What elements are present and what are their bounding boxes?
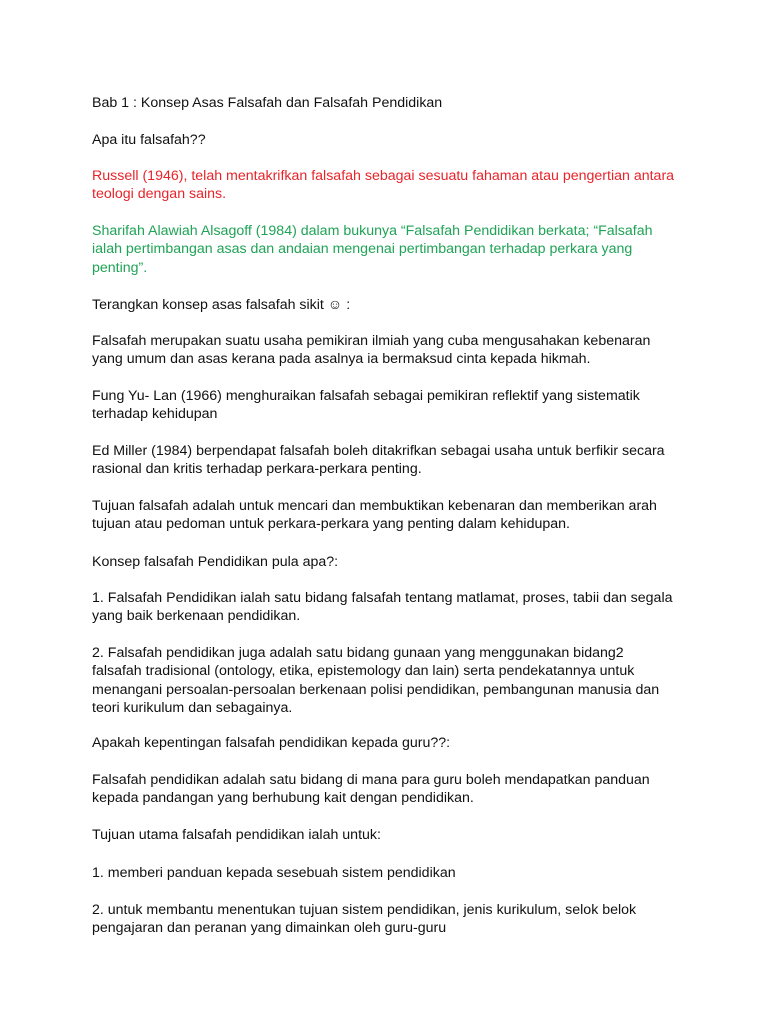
paragraph-falsafah-pemikiran: Falsafah merupakan suatu usaha pemikiran ilmiah yang cuba mengusahakan kebenaran yang umum dan asas kerana pada asalnya ia bermaksud cinta kepada hikmah. [92,333,651,368]
paragraph-ed-miller: Ed Miller (1984) berpendapat falsafah boleh ditakrifkan sebagai usaha untuk berfikir secara rasional dan kritis terhadap perkara-perkara penting. [92,443,665,478]
list-item-2-pendidikan: 2. Falsafah pendidikan juga adalah satu bidang gunaan yang menggunakan bidang2 falsafah tradisional (ontology, etika, epistemology dan lain) serta pendekatannya untuk menangani persoalan-persoalan berkenaan polisi pendidikan, pembangunan manusia dan teori kurikulum dan sebagainya. [92,645,660,717]
paragraph-bidang-guru: Falsafah pendidikan adalah satu bidang di mana para guru boleh mendapatkan panduan kepada pandangan yang berhubung kait dengan pendidikan. [92,772,650,807]
list-item-1-tujuan: 1. memberi panduan kepada sesebuah sistem pendidikan [92,865,456,881]
heading-kepentingan-guru: Apakah kepentingan falsafah pendidikan kepada guru??: [92,735,451,751]
sharifah-definition: Sharifah Alawiah Alsagoff (1984) dalam bukunya “Falsafah Pendidikan berkata; “Falsafah ialah pertimbangan asas dan andaian mengenai pertimbangan terhadap perkara yang penting”. [92,223,653,276]
russell-definition: Russell (1946), telah mentakrifkan falsafah sebagai sesuatu fahaman atau pengertian antara teologi dengan sains. [92,168,675,203]
question-apa-itu-falsafah: Apa itu falsafah?? [92,132,206,148]
list-item-2-tujuan: 2. untuk membantu menentukan tujuan sistem pendidikan, jenis kurikulum, selok belok pengajaran dan peranan yang dimainkan oleh guru-guru [92,902,637,937]
paragraph-fung-yu-lan: Fung Yu- Lan (1966) menghuraikan falsafah sebagai pemikiran reflektif yang sistematik terhadap kehidupan [92,388,640,423]
heading-tujuan-utama: Tujuan utama falsafah pendidikan ialah untuk: [92,827,381,843]
document-title: Bab 1 : Konsep Asas Falsafah dan Falsafah Pendidikan [92,95,443,111]
paragraph-tujuan-falsafah: Tujuan falsafah adalah untuk mencari dan membuktikan kebenaran dan memberikan arah tujuan atau pedoman untuk perkara-perkara yang penting dalam kehidupan. [92,498,657,533]
heading-konsep-asas: Terangkan konsep asas falsafah sikit ☺ : [92,297,351,313]
list-item-1-pendidikan: 1. Falsafah Pendidikan ialah satu bidang falsafah tentang matlamat, proses, tabii dan segala yang baik berkenaan pendidikan. [92,590,673,625]
heading-konsep-pendidikan: Konsep falsafah Pendidikan pula apa?: [92,554,339,570]
